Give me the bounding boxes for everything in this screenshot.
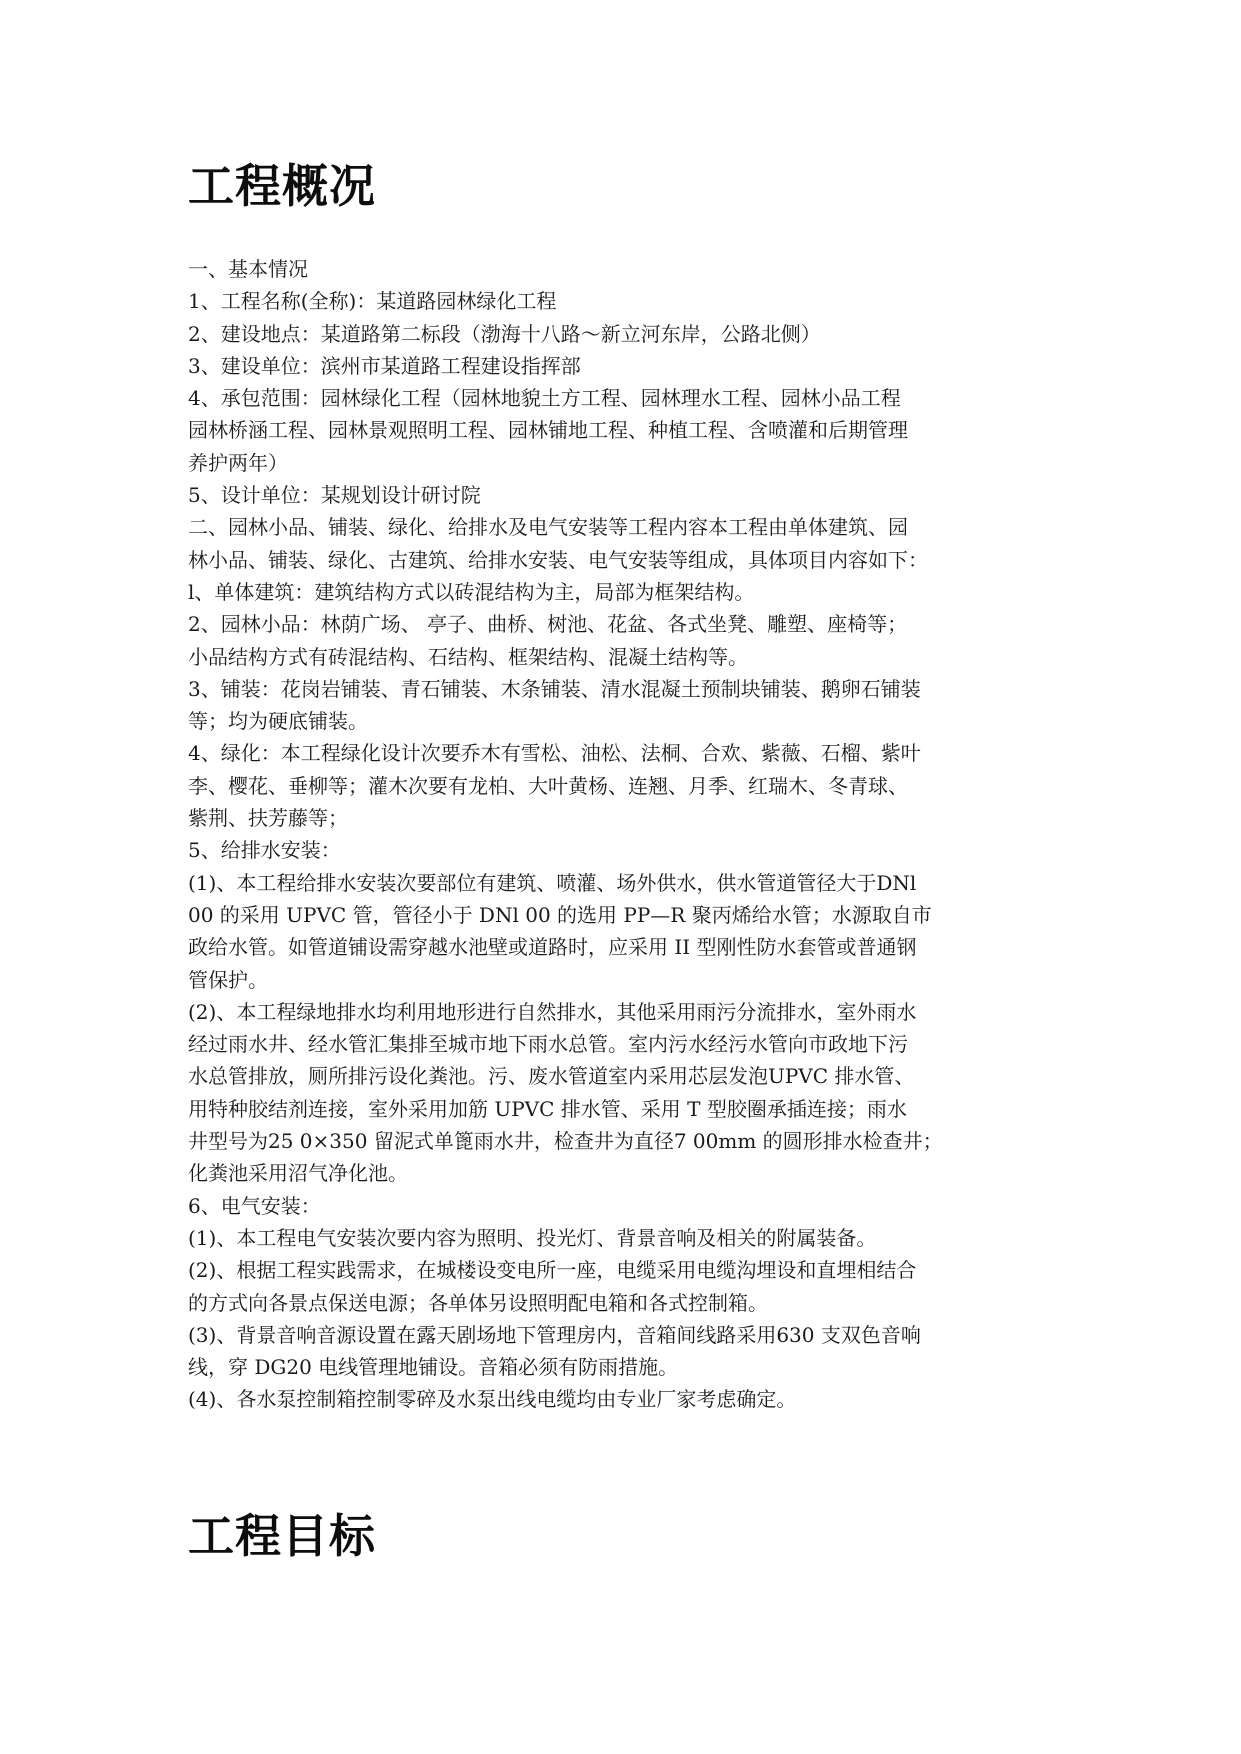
text-line: 小品结构方式有砖混结构、石结构、框架结构、混凝土结构等。 bbox=[188, 644, 748, 669]
text-line: 化粪池采用沼气净化池。 bbox=[188, 1161, 408, 1186]
text-line: (4)、各水泵控制箱控制零碎及水泵出线电缆均由专业厂家考虑确定。 bbox=[188, 1387, 797, 1412]
text-line: 林小品、铺装、绿化、古建筑、给排水安装、电气安装等组成，具体项目内容如下： bbox=[188, 547, 928, 572]
text-line: 水总管排放，厕所排污设化粪池。污、废水管道室内采用芯层发泡UPVC 排水管、 bbox=[188, 1064, 915, 1089]
text-line: 紫荆、扶芳藤等； bbox=[188, 806, 348, 831]
text-line: 园林桥涵工程、园林景观照明工程、园林铺地工程、种植工程、含喷灌和后期管理 bbox=[188, 418, 908, 443]
text-line: 管保护。 bbox=[188, 967, 268, 992]
text-line: 井型号为25 0×350 留泥式单篦雨水井，检查井为直径7 00mm 的圆形排水检查井； bbox=[188, 1129, 943, 1154]
text-line: 3、建设单位：滨州市某道路工程建设指挥部 bbox=[188, 353, 581, 378]
text-line: 2、园林小品：林荫广场、 亭子、曲桥、树池、花盆、各式坐凳、雕塑、座椅等； bbox=[188, 612, 908, 637]
text-line: 经过雨水井、经水管汇集排至城市地下雨水总管。室内污水经污水管向市政地下污 bbox=[188, 1032, 908, 1057]
text-line: 1、工程名称(全称)：某道路园林绿化工程 bbox=[188, 289, 557, 314]
text-line: 线，穿 DG20 电线管理地铺设。音箱必须有防雨措施。 bbox=[188, 1355, 679, 1380]
section-title-goals: 工程目标 bbox=[188, 1509, 376, 1563]
text-line: 5、给排水安装： bbox=[188, 838, 341, 863]
text-line: 一、基本情况 bbox=[188, 257, 308, 281]
text-line: 00 的采用 UPVC 管，管径小于 DNl 00 的选用 PP—R 聚丙烯给水管；水源取自市 bbox=[188, 902, 932, 927]
text-line: 的方式向各景点保送电源；各单体另设照明配电箱和各式控制箱。 bbox=[188, 1290, 768, 1315]
text-line: 李、樱花、垂柳等；灌木次要有龙柏、大叶黄杨、连翘、月季、红瑞木、冬青球、 bbox=[188, 773, 908, 798]
text-line: 5、设计单位：某规划设计研讨院 bbox=[188, 483, 481, 508]
text-line: 2、建设地点：某道路第二标段（渤海十八路～新立河东岸，公路北侧） bbox=[188, 321, 821, 346]
text-line: 4、绿化：本工程绿化设计次要乔木有雪松、油松、法桐、合欢、紫薇、石榴、紫叶 bbox=[188, 741, 921, 766]
overview-body bbox=[188, 253, 1088, 1416]
text-line: 等；均为硬底铺装。 bbox=[188, 709, 368, 734]
text-line: 政给水管。如管道铺设需穿越水池壁或道路时，应采用 II 型刚性防水套管或普通钢 bbox=[188, 935, 917, 960]
text-line: 4、承包范围：园林绿化工程（园林地貌土方工程、园林理水工程、园林小品工程 bbox=[188, 386, 901, 411]
text-line: 6、电气安装： bbox=[188, 1193, 321, 1218]
text-line: (1)、本工程给排水安装次要部位有建筑、喷灌、场外供水，供水管道管径大于DNl bbox=[188, 870, 917, 895]
text-line: (1)、本工程电气安装次要内容为照明、投光灯、背景音响及相关的附属装备。 bbox=[188, 1225, 877, 1250]
text-line: 养护两年） bbox=[188, 450, 288, 475]
text-line: (2)、根据工程实践需求，在城楼设变电所一座，电缆采用电缆沟埋设和直埋相结合 bbox=[188, 1258, 917, 1283]
text-line: 二、园林小品、铺装、绿化、给排水及电气安装等工程内容本工程由单体建筑、园 bbox=[188, 515, 908, 540]
text-line: (2)、本工程绿地排水均利用地形进行自然排水，其他采用雨污分流排水，室外雨水 bbox=[188, 999, 917, 1024]
section-title-overview: 工程概况 bbox=[188, 159, 376, 213]
text-line: (3)、背景音响音源设置在露天剧场地下管理房内，音箱间线路采用630 支双色音响 bbox=[188, 1322, 921, 1347]
text-line: l、单体建筑：建筑结构方式以砖混结构为主，局部为框架结构。 bbox=[188, 579, 755, 604]
text-line: 3、铺装：花岗岩铺装、青石铺装、木条铺装、清水混凝土预制块铺装、鹅卵石铺装 bbox=[188, 676, 921, 701]
text-line: 用特种胶结剂连接，室外采用加筋 UPVC 排水管、采用 T 型胶圈承插连接；雨水 bbox=[188, 1096, 907, 1121]
